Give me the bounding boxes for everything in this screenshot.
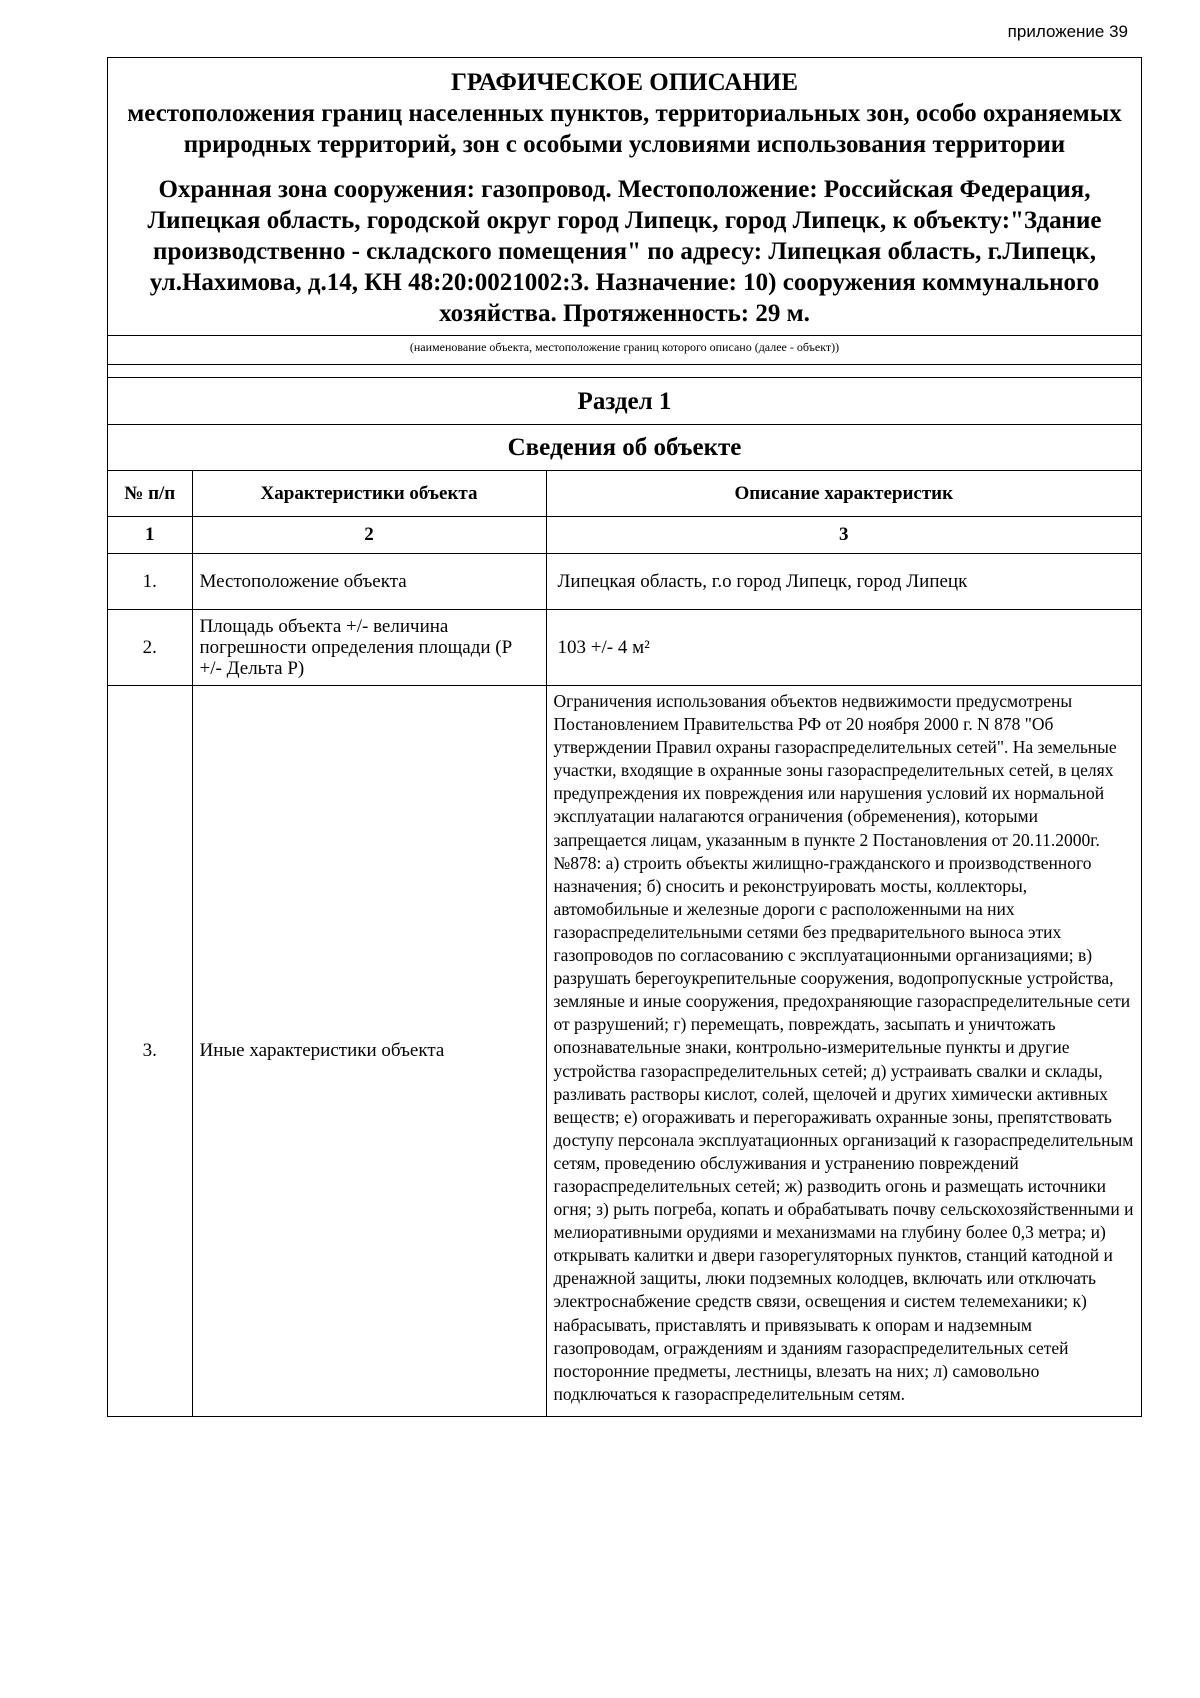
row-number: 1. bbox=[108, 554, 192, 610]
column-header-characteristic: Характеристики объекта bbox=[192, 471, 546, 517]
table-header-row bbox=[108, 471, 1141, 517]
table-row bbox=[108, 686, 1141, 1416]
column-header-description: Описание характеристик bbox=[546, 471, 1141, 517]
column-number: 2 bbox=[192, 517, 546, 554]
table-row bbox=[108, 610, 1141, 686]
column-header-number: № п/п bbox=[108, 471, 192, 517]
document-title: ГРАФИЧЕСКОЕ ОПИСАНИЕ bbox=[450, 69, 799, 96]
row-description: Липецкая область, г.о город Липецк, город Липецк bbox=[546, 554, 1141, 610]
section-subtitle: Сведения об объекте bbox=[108, 424, 1141, 470]
row-number: 2. bbox=[108, 610, 192, 686]
table-row bbox=[108, 554, 1141, 610]
column-number-row bbox=[108, 517, 1141, 554]
appendix-label: приложение 39 bbox=[1007, 22, 1128, 41]
spacer bbox=[108, 365, 1141, 377]
row-characteristic: Площадь объекта +/- величина погрешности определения площади (P +/- Дельта P) bbox=[192, 610, 546, 686]
object-info-table bbox=[108, 470, 1141, 1416]
column-number: 1 bbox=[108, 517, 192, 554]
document-header bbox=[108, 58, 1141, 335]
row-number: 3. bbox=[108, 686, 192, 1416]
row-description: 103 +/- 4 м² bbox=[546, 610, 1141, 686]
object-caption: (наименование объекта, местоположение границ которого описано (далее - объект)) bbox=[108, 335, 1141, 365]
object-description: Охранная зона сооружения: газопровод. Местоположение: Российская Федерация, Липецкая область, городской округ город Липецк, город Липецк, к объекту:"Здание производственно - складского помещения" по адресу: Липецкая область, г.Липецк, ул.Нахимова, д.14, КН 48:20:0021002:3. Назначение: 10) сооружения коммунального хозяйства. Протяженность: 29 м. bbox=[147, 176, 1102, 327]
row-characteristic: Местоположение объекта bbox=[192, 554, 546, 610]
column-number: 3 bbox=[546, 517, 1141, 554]
row-description: Ограничения использования объектов недвижимости предусмотрены Постановлением Правительства РФ от 20 ноября 2000 г. N 878 "Об утверждении Правил охраны газораспределительных сетей". На земельные участки, входящие в охранные зоны газораспределительных сетей, в целях предупреждения их повреждения или нарушения условий их нормальной эксплуатации налагаются ограничения (обременения), которыми запрещается лицам, указанным в пункте 2 Постановления от 20.11.2000г. №878: а) строить объекты жилищно-гражданского и производственного назначения; б) сносить и реконструировать мосты, коллекторы, автомобильные и железные дороги с расположенными на них газораспределительными сетями без предварительного выноса этих газопроводов по согласованию с эксплуатационными организациями; в) разрушать берегоукрепительные сооружения, водопропускные устройства, земляные и иные сооружения, предохраняющие газораспределительные сети от разрушений; г) перемещать, повреждать, засыпать и уничтожать опознавательные знаки, контрольно-измерительные пункты и другие устройства газораспределительных сетей; д) устраивать свалки и склады, разливать растворы кислот, солей, щелочей и других химически активных веществ; е) огораживать и перегораживать охранные зоны, препятствовать доступу персонала эксплуатационных организаций к газораспределительным сетям, проведению обслуживания и устранению повреждений газораспределительных сетей; ж) разводить огонь и размещать источники огня; з) рыть погреба, копать и обрабатывать почву сельскохозяйственными и мелиоративными орудиями и механизмами на глубину более 0,3 метра; и) открывать калитки и двери газорегуляторных пунктов, станций катодной и дренажной защиты, люки подземных колодцев, включать или отключать электроснабжение средств связи, освещения и систем телемеханики; к) набрасывать, приставлять и привязывать к опорам и надземным газопроводам, ограждениям и зданиям газораспределительных сетей посторонние предметы, лестницы, влезать на них; л) самовольно подключаться к газораспределительным сетям. bbox=[546, 686, 1141, 1416]
row-characteristic: Иные характеристики объекта bbox=[192, 686, 546, 1416]
section-title: Раздел 1 bbox=[108, 377, 1141, 424]
document-frame bbox=[107, 57, 1142, 1417]
document-subtitle: местоположения границ населенных пунктов, территориальных зон, особо охраняемых природных территорий, зон с особыми условиями использования территории bbox=[127, 100, 1122, 158]
